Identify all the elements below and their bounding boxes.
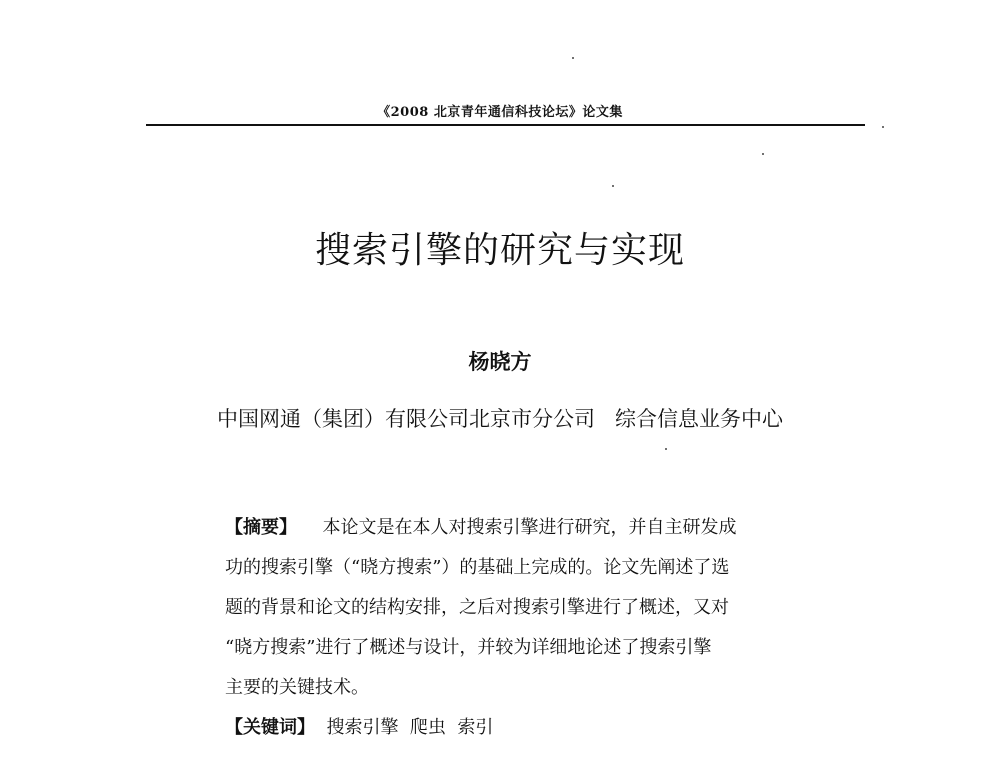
scan-speck (882, 126, 884, 128)
affiliation-organization: 中国网通（集团）有限公司北京市分公司 (216, 407, 595, 431)
abstract-line (225, 508, 795, 548)
abstract-label: 【摘要】 (225, 517, 297, 538)
scan-speck (612, 185, 614, 187)
paper-title: 搜索引擎的研究与实现 (314, 230, 685, 271)
abstract-line: 主要的关键技术。 (225, 677, 369, 698)
abstract-block (225, 508, 795, 748)
keyword-item: 搜索引擎 (326, 717, 399, 738)
scan-speck (572, 57, 574, 59)
keyword-item: 爬虫 (409, 717, 446, 738)
abstract-line: 功的搜索引擎（“晓方搜索”）的基础上完成的。论文先阐述了选 (225, 557, 730, 578)
affiliation-department: 综合信息业务中心 (615, 407, 784, 431)
scan-speck (762, 153, 764, 155)
scan-speck (665, 448, 667, 450)
abstract-text: 本论文是在本人对搜索引擎进行研究，并自主研发成 (322, 517, 737, 538)
abstract-line: “晓方搜索”进行了概述与设计，并较为详细地论述了搜索引擎 (225, 637, 712, 658)
keywords-line (225, 708, 795, 748)
keywords-label: 【关键词】 (225, 717, 315, 738)
header-rule (146, 124, 865, 126)
keyword-item: 索引 (457, 717, 494, 738)
running-header: 《2008 北京青年通信科技论坛》论文集 (377, 105, 623, 120)
abstract-line: 题的背景和论文的结构安排，之后对搜索引擎进行了概述，又对 (225, 597, 729, 618)
author-name: 杨晓方 (468, 349, 532, 374)
affiliation (0, 403, 1000, 433)
